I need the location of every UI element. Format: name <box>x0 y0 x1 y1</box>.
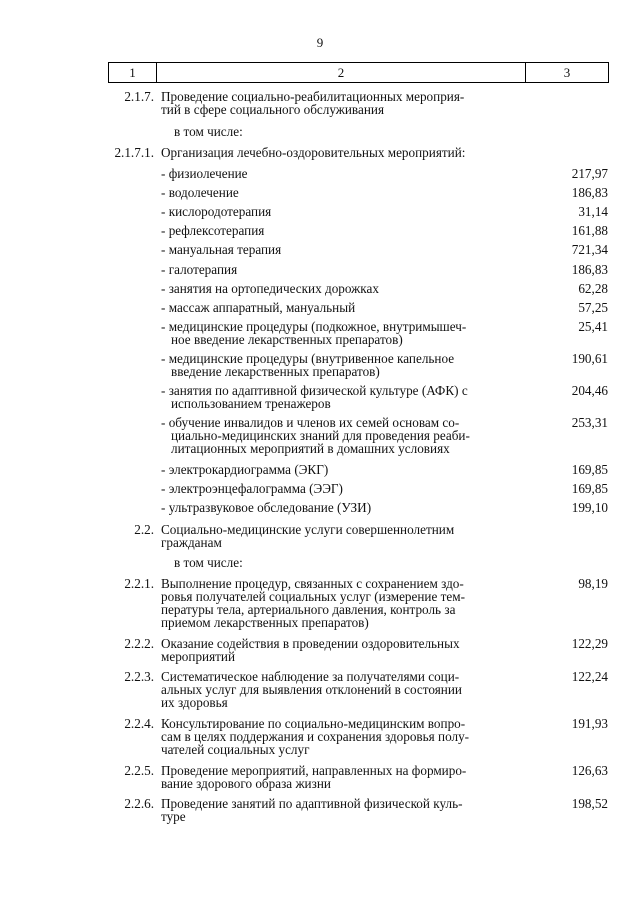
row-value: 186,83 <box>571 185 608 200</box>
table-row <box>0 482 640 495</box>
row-text-line: - занятия по адаптивной физической культуре (АФК) с <box>161 383 468 398</box>
row-value: 199,10 <box>571 500 608 515</box>
row-text-line: гражданам <box>161 535 222 550</box>
table-row <box>0 556 640 569</box>
row-text-line: - кислородотерапия <box>161 204 272 219</box>
row-text-line: - электрокардиограмма (ЭКГ) <box>161 462 329 477</box>
row-description <box>161 463 511 476</box>
row-description <box>174 125 524 138</box>
row-description <box>161 186 511 199</box>
row-description <box>161 637 511 663</box>
row-value: 204,46 <box>571 383 608 398</box>
row-text-line: пературы тела, артериального давления, контроль за <box>161 602 456 617</box>
header-col-2: 2 <box>157 63 526 83</box>
table-row <box>0 125 640 138</box>
row-text-line: Выполнение процедур, связанных с сохранением здо- <box>161 576 464 591</box>
row-text-line: - электроэнцефалограмма (ЭЭГ) <box>161 481 343 496</box>
table-row <box>0 501 640 514</box>
row-description <box>161 224 511 237</box>
row-value: 62,28 <box>578 281 608 296</box>
row-text-line: ное введение лекарственных препаратов) <box>171 332 403 347</box>
table-row <box>0 384 640 410</box>
table-row <box>0 637 640 663</box>
row-text-line: - медицинские процедуры (внутривенное капельное <box>161 351 455 366</box>
row-description <box>161 384 511 410</box>
row-text-line: - водолечение <box>161 185 239 200</box>
table-row <box>0 764 640 790</box>
row-description <box>161 146 511 159</box>
row-value: 57,25 <box>578 300 608 315</box>
row-description <box>161 282 511 295</box>
table-row <box>0 320 640 346</box>
table-row <box>0 463 640 476</box>
row-text-line: - занятия на ортопедических дорожках <box>161 281 379 296</box>
table-row <box>0 416 640 455</box>
row-text-line: - обучение инвалидов и членов их семей основам со- <box>161 415 460 430</box>
row-text-line: Проведение социально-реабилитационных мероприя- <box>161 89 465 104</box>
row-number: 2.2.2. <box>124 636 154 651</box>
row-text-line: вание здорового образа жизни <box>161 776 331 791</box>
table-row <box>0 243 640 256</box>
row-value: 169,85 <box>571 481 608 496</box>
row-value: 198,52 <box>571 796 608 811</box>
table-row <box>0 167 640 180</box>
row-text-line: - галотерапия <box>161 262 238 277</box>
row-text-line: чателей социальных услуг <box>161 742 310 757</box>
table-row <box>0 146 640 159</box>
row-text-line: литационных мероприятий в домашних условиях <box>171 441 450 456</box>
row-text-line: туре <box>161 809 186 824</box>
row-text-line: Организация лечебно-оздоровительных мероприятий: <box>161 145 466 160</box>
row-number: 2.1.7. <box>124 89 154 104</box>
row-value: 721,34 <box>571 242 608 257</box>
row-number: 2.2.1. <box>124 576 154 591</box>
row-number: 2.2.6. <box>124 796 154 811</box>
row-description <box>161 416 511 455</box>
row-text-line: Проведение занятий по адаптивной физической куль- <box>161 796 463 811</box>
row-value: 126,63 <box>571 763 608 778</box>
row-value: 122,24 <box>571 669 608 684</box>
row-text-line: Проведение мероприятий, направленных на формиро- <box>161 763 467 778</box>
table-row <box>0 577 640 629</box>
row-text-line: Социально-медицинские услуги совершеннолетним <box>161 522 455 537</box>
row-description <box>161 263 511 276</box>
row-value: 253,31 <box>571 415 608 430</box>
row-value: 25,41 <box>578 319 608 334</box>
row-number: 2.2. <box>134 522 154 537</box>
row-value: 186,83 <box>571 262 608 277</box>
header-col-1: 1 <box>109 63 157 83</box>
row-text-line: в том числе: <box>174 124 243 139</box>
row-description <box>161 205 511 218</box>
row-value: 169,85 <box>571 462 608 477</box>
row-number: 2.2.3. <box>124 669 154 684</box>
row-number: 2.2.4. <box>124 716 154 731</box>
row-text-line: - массаж аппаратный, мануальный <box>161 300 356 315</box>
row-text-line: их здоровья <box>161 695 228 710</box>
row-text-line: мероприятий <box>161 649 236 664</box>
row-text-line: циально-медицинских знаний для проведения реаби- <box>171 428 470 443</box>
page-number: 9 <box>316 35 324 50</box>
row-description <box>161 717 511 756</box>
row-text-line: - физиолечение <box>161 166 248 181</box>
row-description <box>161 670 511 709</box>
row-description <box>161 243 511 256</box>
row-text-line: приемом лекарственных препаратов) <box>161 615 369 630</box>
row-description <box>161 167 511 180</box>
table-row <box>0 717 640 756</box>
table-row <box>0 205 640 218</box>
row-text-line: в том числе: <box>174 555 243 570</box>
row-number: 2.1.7.1. <box>114 145 154 160</box>
row-text-line: сам в целях поддержания и сохранения здоровья полу- <box>161 729 470 744</box>
row-text-line: использованием тренажеров <box>171 396 331 411</box>
row-text-line: альных услуг для выявления отклонений в состоянии <box>161 682 462 697</box>
row-text-line: - ультразвуковое обследование (УЗИ) <box>161 500 372 515</box>
row-text-line: тий в сфере социального обслуживания <box>161 102 385 117</box>
row-number: 2.2.5. <box>124 763 154 778</box>
row-text-line: Систематическое наблюдение за получателями соци- <box>161 669 460 684</box>
row-value: 217,97 <box>571 166 608 181</box>
table-row <box>0 670 640 709</box>
table-row <box>0 263 640 276</box>
row-description <box>161 523 511 549</box>
table-row <box>0 282 640 295</box>
table-row <box>0 301 640 314</box>
row-description <box>161 482 511 495</box>
row-description <box>161 320 511 346</box>
row-value: 122,29 <box>571 636 608 651</box>
table-row <box>0 90 640 116</box>
row-value: 161,88 <box>571 223 608 238</box>
row-value: 31,14 <box>578 204 608 219</box>
row-text-line: - мануальная терапия <box>161 242 282 257</box>
table-row <box>0 797 640 823</box>
table-row <box>0 352 640 378</box>
row-value: 98,19 <box>578 576 608 591</box>
header-col-3: 3 <box>526 63 609 83</box>
row-value: 190,61 <box>571 351 608 366</box>
row-description <box>161 797 511 823</box>
row-description <box>161 577 511 629</box>
row-text-line: ровья получателей социальных услуг (измерение тем- <box>161 589 465 604</box>
row-text-line: Консультирование по социально-медицинским вопро- <box>161 716 466 731</box>
row-description <box>161 90 511 116</box>
table-header <box>108 62 609 83</box>
row-description <box>161 764 511 790</box>
row-description <box>174 556 524 569</box>
row-value: 191,93 <box>571 716 608 731</box>
row-description <box>161 301 511 314</box>
row-text-line: Оказание содействия в проведении оздоровительных <box>161 636 460 651</box>
row-description <box>161 501 511 514</box>
table-row <box>0 523 640 549</box>
table-row <box>0 224 640 237</box>
row-text-line: - рефлексотерапия <box>161 223 265 238</box>
row-text-line: - медицинские процедуры (подкожное, внутримышеч- <box>161 319 467 334</box>
row-text-line: введение лекарственных препаратов) <box>171 364 380 379</box>
table-row <box>0 186 640 199</box>
row-description <box>161 352 511 378</box>
